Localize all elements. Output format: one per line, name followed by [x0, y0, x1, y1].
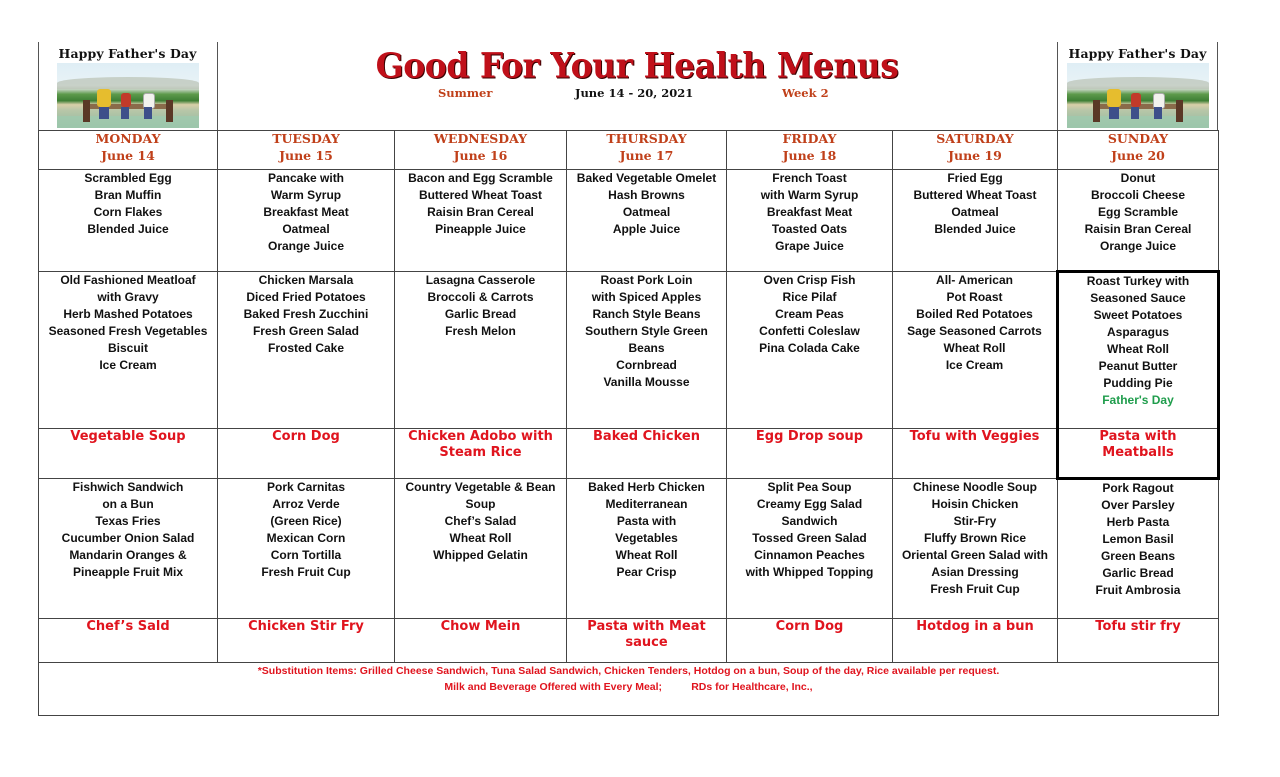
- day-header-wednesday: [395, 131, 567, 170]
- menu-item: with Warm Syrup: [760, 188, 859, 202]
- dinner-cell-monday: [39, 479, 218, 619]
- menu-item: Herb Pasta: [1106, 515, 1170, 529]
- day-header-row: [39, 131, 1219, 170]
- menu-item: Southern Style Green: [585, 324, 708, 338]
- alternate-item: Pasta with Meat: [587, 619, 706, 634]
- menu-item: Fresh Fruit Cup: [261, 565, 351, 579]
- page-title: Good For Your Health Menus: [375, 45, 899, 86]
- menu-item: Asian Dressing: [931, 565, 1019, 579]
- menu-item: Buttered Wheat Toast: [913, 188, 1037, 202]
- menu-item: Grape Juice: [775, 239, 844, 253]
- banner-caption: Happy Father's Day: [58, 46, 197, 61]
- menu-item: Apple Juice: [612, 222, 681, 236]
- menu-item: Buttered Wheat Toast: [418, 188, 543, 202]
- substitution-note: *Substitution Items: Grilled Cheese Sandwich, Tuna Salad Sandwich, Chicken Tenders, Hotdog on a bun, Soup of the day, Rice available per request.: [257, 665, 1000, 677]
- day-header-thursday: [567, 131, 727, 170]
- menu-item: Beans: [628, 341, 665, 355]
- day-name: SUNDAY: [1107, 131, 1169, 146]
- alternate-item: sauce: [625, 635, 668, 650]
- dinner-cell-thursday: [567, 479, 727, 619]
- menu-item: Mediterranean: [605, 497, 688, 511]
- day-date: June 17: [619, 148, 674, 163]
- menu-item: Cornbread: [616, 358, 677, 372]
- menu-item: Broccoli & Carrots: [427, 290, 534, 304]
- menu-item: Frosted Cake: [267, 341, 345, 355]
- menu-item: Pear Crisp: [616, 565, 677, 579]
- menu-item: Oven Crisp Fish: [763, 273, 856, 287]
- date-range: June 14 - 20, 2021: [575, 86, 694, 100]
- lunch-cell-monday: [39, 272, 218, 429]
- menu-item: with Gravy: [97, 290, 159, 304]
- alternate-item: Hotdog in a bun: [916, 619, 1034, 634]
- menu-item: Green Beans: [1100, 549, 1176, 563]
- lunch-cell-friday: [727, 272, 893, 429]
- menu-item: Ice Cream: [99, 358, 157, 372]
- dinner-alternate-cell-friday: [727, 619, 893, 663]
- season-label: Summer: [438, 86, 493, 100]
- menu-item: Oatmeal: [622, 205, 671, 219]
- menu-item: Cinnamon Peaches: [754, 548, 865, 562]
- menu-item: Breakfast Meat: [263, 205, 349, 219]
- menu-item: Pork Carnitas: [266, 480, 346, 494]
- alternate-item: Corn Dog: [272, 429, 340, 444]
- day-date: June 19: [948, 148, 1002, 163]
- day-header-friday: [727, 131, 893, 170]
- menu-item: All- American: [936, 273, 1013, 287]
- breakfast-cell-thursday: [567, 170, 727, 272]
- menu-item: Oatmeal: [282, 222, 330, 236]
- day-header-sunday: [1058, 131, 1219, 170]
- menu-item: Orange Juice: [1099, 239, 1177, 253]
- menu-item: Corn Flakes: [93, 205, 163, 219]
- menu-item: French Toast: [772, 171, 847, 185]
- menu-item: Mexican Corn: [266, 531, 346, 545]
- fishing-family-illustration-icon: [1067, 63, 1209, 128]
- menu-item: Blended Juice: [87, 222, 169, 236]
- menu-item: on a Bun: [102, 497, 154, 511]
- menu-item: Pudding Pie: [1103, 376, 1173, 390]
- menu-item: Hoisin Chicken: [931, 497, 1019, 511]
- alternate-item: Egg Drop soup: [755, 429, 864, 444]
- fathers-day-note: Father's Day: [1102, 393, 1174, 407]
- alternate-item: Corn Dog: [775, 619, 844, 634]
- day-date: June 14: [101, 148, 155, 163]
- menu-item: Toasted Oats: [771, 222, 848, 236]
- dinner-cell-friday: [727, 479, 893, 619]
- menu-item: Vanilla Mousse: [603, 375, 690, 389]
- menu-item: Fresh Melon: [445, 324, 516, 338]
- lunch-alternate-cell-wednesday: [395, 429, 567, 479]
- menu-item: Raisin Bran Cereal: [427, 205, 534, 219]
- menu-item: Peanut Butter: [1098, 359, 1178, 373]
- lunch-alternate-cell-saturday: [893, 429, 1058, 479]
- menu-item: Asparagus: [1106, 325, 1170, 339]
- weekly-menu-table: [38, 130, 1220, 716]
- breakfast-cell-saturday: [893, 170, 1058, 272]
- menu-item: Egg Scramble: [1097, 205, 1179, 219]
- menu-item: Pasta with: [616, 514, 677, 528]
- menu-item: Ranch Style Beans: [592, 307, 701, 321]
- menu-item: Oatmeal: [951, 205, 999, 219]
- menu-item: Mandarin Oranges &: [69, 548, 187, 562]
- week-label: Week 2: [782, 86, 829, 100]
- dinner-alternate-cell-wednesday: [395, 619, 567, 663]
- menu-item: Wheat Roll: [1107, 342, 1169, 356]
- dinner-alternate-cell-monday: [39, 619, 218, 663]
- left-fathers-day-banner: [55, 46, 200, 128]
- menu-item: Sweet Potatoes: [1093, 308, 1183, 322]
- dinner-cell-saturday: [893, 479, 1058, 619]
- menu-item: Old Fashioned Meatloaf: [60, 273, 196, 287]
- menu-item: Cucumber Onion Salad: [61, 531, 195, 545]
- lunch-alternate-cell-friday: [727, 429, 893, 479]
- menu-item: Country Vegetable & Bean: [405, 480, 556, 494]
- alternate-item: Meatballs: [1102, 445, 1174, 460]
- breakfast-cell-sunday: [1058, 170, 1219, 272]
- menu-item: Blended Juice: [934, 222, 1016, 236]
- alternate-item: Pasta with: [1099, 429, 1177, 444]
- menu-item: Garlic Bread: [444, 307, 517, 321]
- menu-item: Fried Egg: [947, 171, 1003, 185]
- menu-item: Biscuit: [107, 341, 148, 355]
- dinner-alternate-cell-tuesday: [218, 619, 395, 663]
- menu-item: Ice Cream: [945, 358, 1004, 372]
- alternate-item: Tofu stir fry: [1095, 619, 1181, 634]
- menu-item: (Green Rice): [270, 514, 342, 528]
- day-name: FRIDAY: [782, 131, 837, 146]
- lunch-alternate-cell-thursday: [567, 429, 727, 479]
- lunch-alternate-row: [39, 429, 1219, 479]
- menu-item: Diced Fried Potatoes: [246, 290, 366, 304]
- title-block: [217, 42, 1057, 102]
- alternate-item: Chef’s Sald: [86, 619, 170, 634]
- menu-item: Stir-Fry: [953, 514, 997, 528]
- alternate-item: Baked Chicken: [593, 429, 700, 444]
- menu-item: Cream Peas: [775, 307, 844, 321]
- dinner-row: [39, 479, 1219, 619]
- menu-item: Fluffy Brown Rice: [923, 531, 1026, 545]
- menu-item: Roast Turkey with: [1086, 274, 1190, 288]
- day-name: WEDNESDAY: [433, 131, 528, 146]
- menu-item: Pineapple Fruit Mix: [72, 565, 183, 579]
- menu-item: Boiled Red Potatoes: [916, 307, 1033, 321]
- footer-notes: [39, 663, 1219, 716]
- menu-item: Fishwich Sandwich: [72, 480, 184, 494]
- menu-item: Split Pea Soup: [767, 480, 852, 494]
- menu-item: Bran Muffin: [94, 188, 162, 202]
- day-date: June 20: [1111, 148, 1165, 163]
- menu-item: Warm Syrup: [270, 188, 342, 202]
- right-fathers-day-banner: [1065, 46, 1210, 128]
- menu-item: Breakfast Meat: [766, 205, 853, 219]
- dinner-alternate-cell-thursday: [567, 619, 727, 663]
- day-header-monday: [39, 131, 218, 170]
- menu-item: Oriental Green Salad with: [901, 548, 1049, 562]
- menu-item: Donut: [1120, 171, 1156, 185]
- menu-item: Arroz Verde: [272, 497, 340, 511]
- menu-item: Corn Tortilla: [270, 548, 342, 562]
- menu-item: Tossed Green Salad: [752, 531, 867, 545]
- menu-item: Whipped Gelatin: [433, 548, 528, 562]
- day-name: THURSDAY: [606, 131, 687, 146]
- alternate-item: Chicken Stir Fry: [248, 619, 364, 634]
- day-name: SATURDAY: [936, 131, 1014, 146]
- menu-item: Roast Pork Loin: [600, 273, 693, 287]
- menu-item: Sandwich: [781, 514, 838, 528]
- menu-item: Chinese Noodle Soup: [912, 480, 1037, 494]
- alternate-item: Tofu with Veggies: [909, 429, 1040, 444]
- menu-item: Garlic Bread: [1102, 566, 1174, 580]
- day-date: June 18: [782, 148, 837, 163]
- menu-item: Soup: [465, 497, 496, 511]
- beverage-note: Milk and Beverage Offered with Every Meal; RDs for Healthcare, Inc.,: [444, 681, 813, 693]
- menu-item: Hash Browns: [608, 188, 685, 202]
- lunch-cell-wednesday: [395, 272, 567, 429]
- menu-item: Pot Roast: [946, 290, 1003, 304]
- menu-item: Rice Pilaf: [782, 290, 837, 304]
- menu-item: Seasoned Fresh Vegetables: [48, 324, 208, 338]
- lunch-cell-sunday: [1058, 272, 1219, 429]
- day-header-saturday: [893, 131, 1058, 170]
- menu-item: Lasagna Casserole: [425, 273, 536, 287]
- dinner-cell-tuesday: [218, 479, 395, 619]
- menu-item: Broccoli Cheese: [1090, 188, 1186, 202]
- menu-item: Over Parsley: [1101, 498, 1175, 512]
- menu-item: Pineapple Juice: [435, 222, 526, 236]
- day-name: TUESDAY: [272, 131, 340, 146]
- alternate-item: Vegetable Soup: [70, 429, 186, 444]
- menu-item: Wheat Roll: [449, 531, 512, 545]
- menu-item: Pancake with: [267, 171, 345, 185]
- dinner-alternate-cell-sunday: [1058, 619, 1219, 663]
- day-header-tuesday: [218, 131, 395, 170]
- menu-item: Chef’s Salad: [444, 514, 517, 528]
- menu-item: Fresh Fruit Cup: [930, 582, 1020, 596]
- menu-item: Bacon and Egg Scramble: [408, 171, 553, 185]
- lunch-row: [39, 272, 1219, 429]
- lunch-alternate-cell-monday: [39, 429, 218, 479]
- menu-item: Orange Juice: [267, 239, 345, 253]
- day-date: June 16: [453, 148, 508, 163]
- lunch-cell-saturday: [893, 272, 1058, 429]
- menu-sheet: [38, 42, 1218, 716]
- breakfast-cell-wednesday: [395, 170, 567, 272]
- menu-item: Pina Colada Cake: [759, 341, 860, 355]
- fishing-family-illustration-icon: [57, 63, 199, 128]
- menu-item: Herb Mashed Potatoes: [63, 307, 193, 321]
- dinner-cell-sunday: [1058, 479, 1219, 619]
- menu-header: [38, 42, 1218, 130]
- menu-item: Baked Fresh Zucchini: [243, 307, 369, 321]
- day-date: June 15: [279, 148, 333, 163]
- alternate-item: Steam Rice: [439, 445, 522, 460]
- breakfast-cell-tuesday: [218, 170, 395, 272]
- menu-item: Fruit Ambrosia: [1095, 583, 1181, 597]
- menu-item: Scrambled Egg: [84, 171, 172, 185]
- dinner-alternate-cell-saturday: [893, 619, 1058, 663]
- breakfast-cell-friday: [727, 170, 893, 272]
- menu-item: Sage Seasoned Carrots: [907, 324, 1042, 338]
- breakfast-cell-monday: [39, 170, 218, 272]
- dinner-cell-wednesday: [395, 479, 567, 619]
- lunch-cell-thursday: [567, 272, 727, 429]
- alternate-item: Chow Mein: [440, 619, 521, 634]
- banner-caption: Happy Father's Day: [1068, 46, 1207, 61]
- menu-item: Chicken Marsala: [258, 273, 354, 287]
- lunch-alternate-cell-sunday: [1058, 429, 1219, 479]
- menu-item: Fresh Green Salad: [252, 324, 360, 338]
- lunch-cell-tuesday: [218, 272, 395, 429]
- menu-item: Seasoned Sauce: [1090, 291, 1186, 305]
- alternate-item: Chicken Adobo with: [408, 429, 553, 444]
- menu-item: Lemon Basil: [1102, 532, 1174, 546]
- dinner-alternate-row: [39, 619, 1219, 663]
- menu-item: Vegetables: [615, 531, 678, 545]
- breakfast-row: [39, 170, 1219, 272]
- menu-item: Baked Herb Chicken: [588, 480, 705, 494]
- menu-item: Pork Ragout: [1102, 481, 1174, 495]
- menu-item: Wheat Roll: [615, 548, 678, 562]
- menu-item: Texas Fries: [95, 514, 161, 528]
- menu-item: Wheat Roll: [943, 341, 1006, 355]
- menu-item: Confetti Coleslaw: [759, 324, 860, 338]
- menu-item: Raisin Bran Cereal: [1084, 222, 1192, 236]
- menu-item: Creamy Egg Salad: [756, 497, 863, 511]
- menu-item: with Spiced Apples: [591, 290, 702, 304]
- footer-row: [39, 663, 1219, 716]
- menu-item: Baked Vegetable Omelet: [576, 171, 717, 185]
- day-name: MONDAY: [95, 131, 161, 146]
- lunch-alternate-cell-tuesday: [218, 429, 395, 479]
- menu-item: with Whipped Topping: [745, 565, 874, 579]
